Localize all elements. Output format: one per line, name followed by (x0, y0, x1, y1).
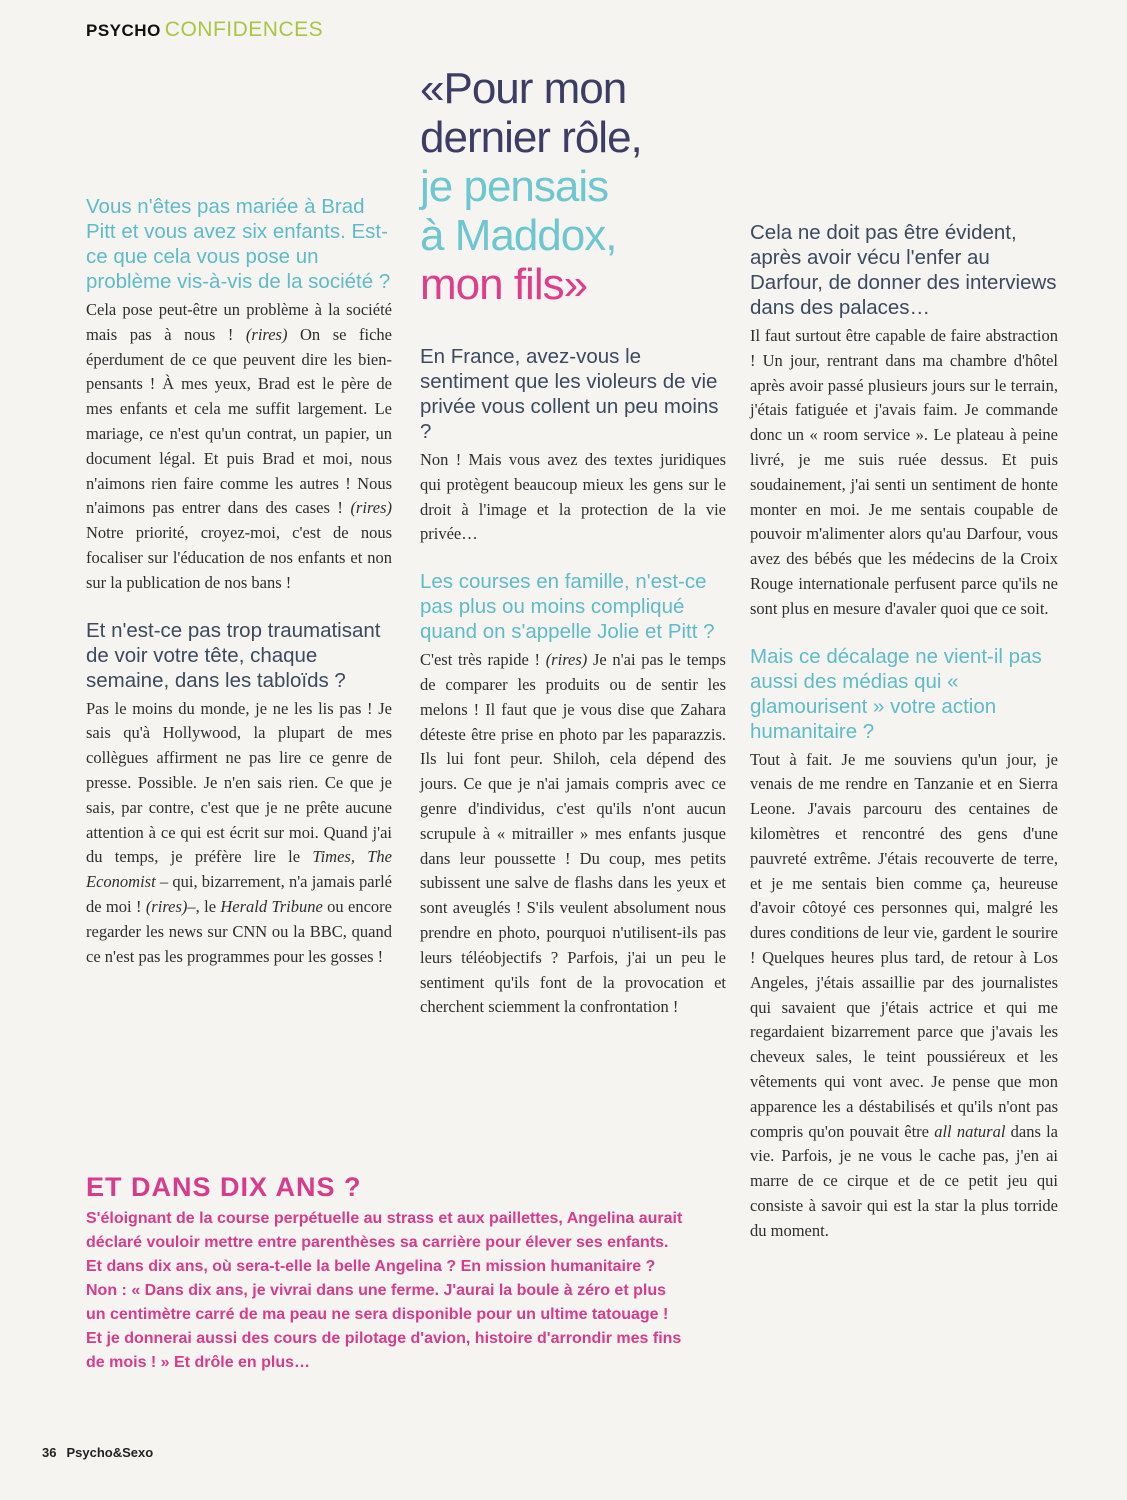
question-heading: Mais ce décalage ne vient-il pas aussi des médias qui « glamourisent » votre action humanitaire ? (750, 644, 1042, 743)
column-3 (750, 220, 1058, 1266)
pull-quote-line: «Pour mon (420, 64, 627, 113)
answer-paragraph: Tout à fait. Je me souviens qu'un jour, je venais de me rendre en Tanzanie et en Sierra Leone. J'avais parcouru des centaines de kilomètres et rencontré des gens d'une pauvreté extrême. J'étais recouverte de terre, et je me sentais bien comme ça, heureuse d'avoir côtoyé ces personnes qui, malgré les dures conditions de leur vie, gardent le sourire ! Quelques heures plus tard, de retour à Los Angeles, j'étais assaillie par des journalistes qui savaient que j'étais actrice et qui me regardaient bizarrement parce que j'avais les cheveux sales, le teint poussiéreux et les vêtements qui vont avec. Je pense que mon apparence les a déstabilisés et qu'ils n'ont pas compris qu'on pouvait être all natural dans la vie. Parfois, je ne vous le cache pas, j'en ai marre de ce cirque et de ce petit jeu qui consiste à savoir qui est la star la plus torride du moment. (750, 749, 1058, 1240)
pull-quote-line: dernier rôle, (420, 113, 642, 162)
section-header (86, 18, 323, 42)
pull-quote-line: je pensais (420, 162, 609, 211)
header-section: CONFIDENCES (164, 18, 324, 41)
pull-quote-line: à Maddox, (420, 211, 617, 260)
header-kicker: PSYCHO (86, 21, 161, 40)
sidebar-box (86, 1172, 686, 1375)
box-text: S'éloignant de la course perpétuelle au strass et aux paillettes, Angelina aurait déclaré vouloir mettre entre parenthèses sa carrière pour élever ses enfants. Et dans dix ans, où sera-t-elle la belle Angelina ? En mission humanitaire ? Non : « Dans dix ans, je vivrai dans une ferme. J'aurai la boule à zéro et plus un centimètre carré de ma peau ne sera disponible pour un ultime tatouage ! Et je donnerai aussi des cours de pilotage d'avion, histoire d'arrondir mes fins de mois ! » Et drôle en plus… (86, 1210, 683, 1371)
question-heading: Les courses en famille, n'est-ce pas plus ou moins compliqué quand on s'appelle Jolie et Pitt ? (420, 570, 715, 644)
magazine-name: Psycho&Sexo (66, 1445, 154, 1460)
answer-paragraph: Il faut surtout être capable de faire abstraction ! Un jour, rentrant dans ma chambre d'hôtel après avoir passé plusieurs jours sur le terrain, j'étais fatiguée et j'avais faim. Je commande donc un « room service ». Le plateau à peine livré, je me suis ruée dessus. Et puis soudainement, j'ai senti un sentiment de honte monter en moi. Je me sentais coupable de pouvoir m'alimenter alors qu'au Darfour, vous avez des bébés que les médecins de la Croix Rouge internationale perfusent parce qu'ils ne sont plus en mesure d'avaler quoi que ce soit. (750, 326, 1058, 618)
question-heading: Cela ne doit pas être évident, après avoir vécu l'enfer au Darfour, de donner des interviews dans des palaces… (750, 221, 1057, 319)
question-heading: Vous n'êtes pas mariée à Brad Pitt et vous avez six enfants. Est-ce que cela vous pose un problème vis-à-vis de la société ? (86, 195, 391, 293)
answer-paragraph: C'est très rapide ! (rires) Je n'ai pas le temps de comparer les produits ou de sentir les melons ! Il faut que je vous dise que Zahara déteste être prise en photo par les paparazzis. Ils lui font peur. Shiloh, cela dépend des jours. Ce que je n'ai jamais compris avec ce genre d'individus, c'est qu'ils n'ont aucun scrupule à « mitrailler » mes enfants jusque dans leur poussette ! Du coup, mes petits subissent une salve de flashs dans les yeux et sont aveuglés ! S'ils veulent absolument nous prendre en photo, pourquoi n'utilisent-ils pas leurs téléobjectifs ? Parfois, j'ai un peu le sentiment qu'ils font de la provocation et cherchent sciemment la confrontation ! (420, 650, 726, 1017)
question-heading: Et n'est-ce pas trop traumatisant de voir votre tête, chaque semaine, dans les tabloïds ? (86, 618, 381, 692)
answer-paragraph: Non ! Mais vous avez des textes juridiques qui protègent beaucoup mieux les gens sur le droit à l'image et la protection de la vie privée… (420, 450, 726, 544)
column-2 (420, 344, 726, 1042)
answer-paragraph: Cela pose peut-être un problème à la société mais pas à nous ! (rires) On se fiche éperdument de ce que peuvent dire les bien-pensants ! À mes yeux, Brad est le père de mes enfants et cela me suffit largement. Le mariage, ce n'est qu'un contrat, un papier, un document légal. Et puis Brad et moi, nous n'aimons rien faire comme les autres ! Nous n'aimons pas entrer dans des cases ! (rires) Notre priorité, croyez-moi, c'est de nous focaliser sur l'éducation de nos enfants et non sur la publication de nos bans ! (86, 300, 393, 592)
question-heading: En France, avez-vous le sentiment que les violeurs de vie privée vous collent un peu moins ? (420, 345, 719, 443)
answer-paragraph: Pas le moins du monde, je ne les lis pas ! Je sais qu'à Hollywood, la plupart de mes collègues affirment ne pas lire ce genre de presse. Possible. Je n'en sais rien. Ce que je sais, par contre, c'est que je ne prête aucune attention à ce qui est écrit sur moi. Quand j'ai du temps, je préfère lire le Times, The Economist – qui, bizarrement, n'a jamais parlé de moi ! (rires)–, le Herald Tribune ou encore regarder les news sur CNN ou la BBC, quand ce n'est pas les programmes pour les gosses ! (86, 698, 393, 966)
page-number: 36 (42, 1445, 57, 1460)
box-title: ET DANS DIX ANS ? (86, 1172, 362, 1202)
column-1 (86, 194, 392, 991)
pull-quote-line: mon fils» (420, 260, 588, 309)
page-footer (42, 1445, 153, 1460)
pull-quote (420, 64, 750, 309)
